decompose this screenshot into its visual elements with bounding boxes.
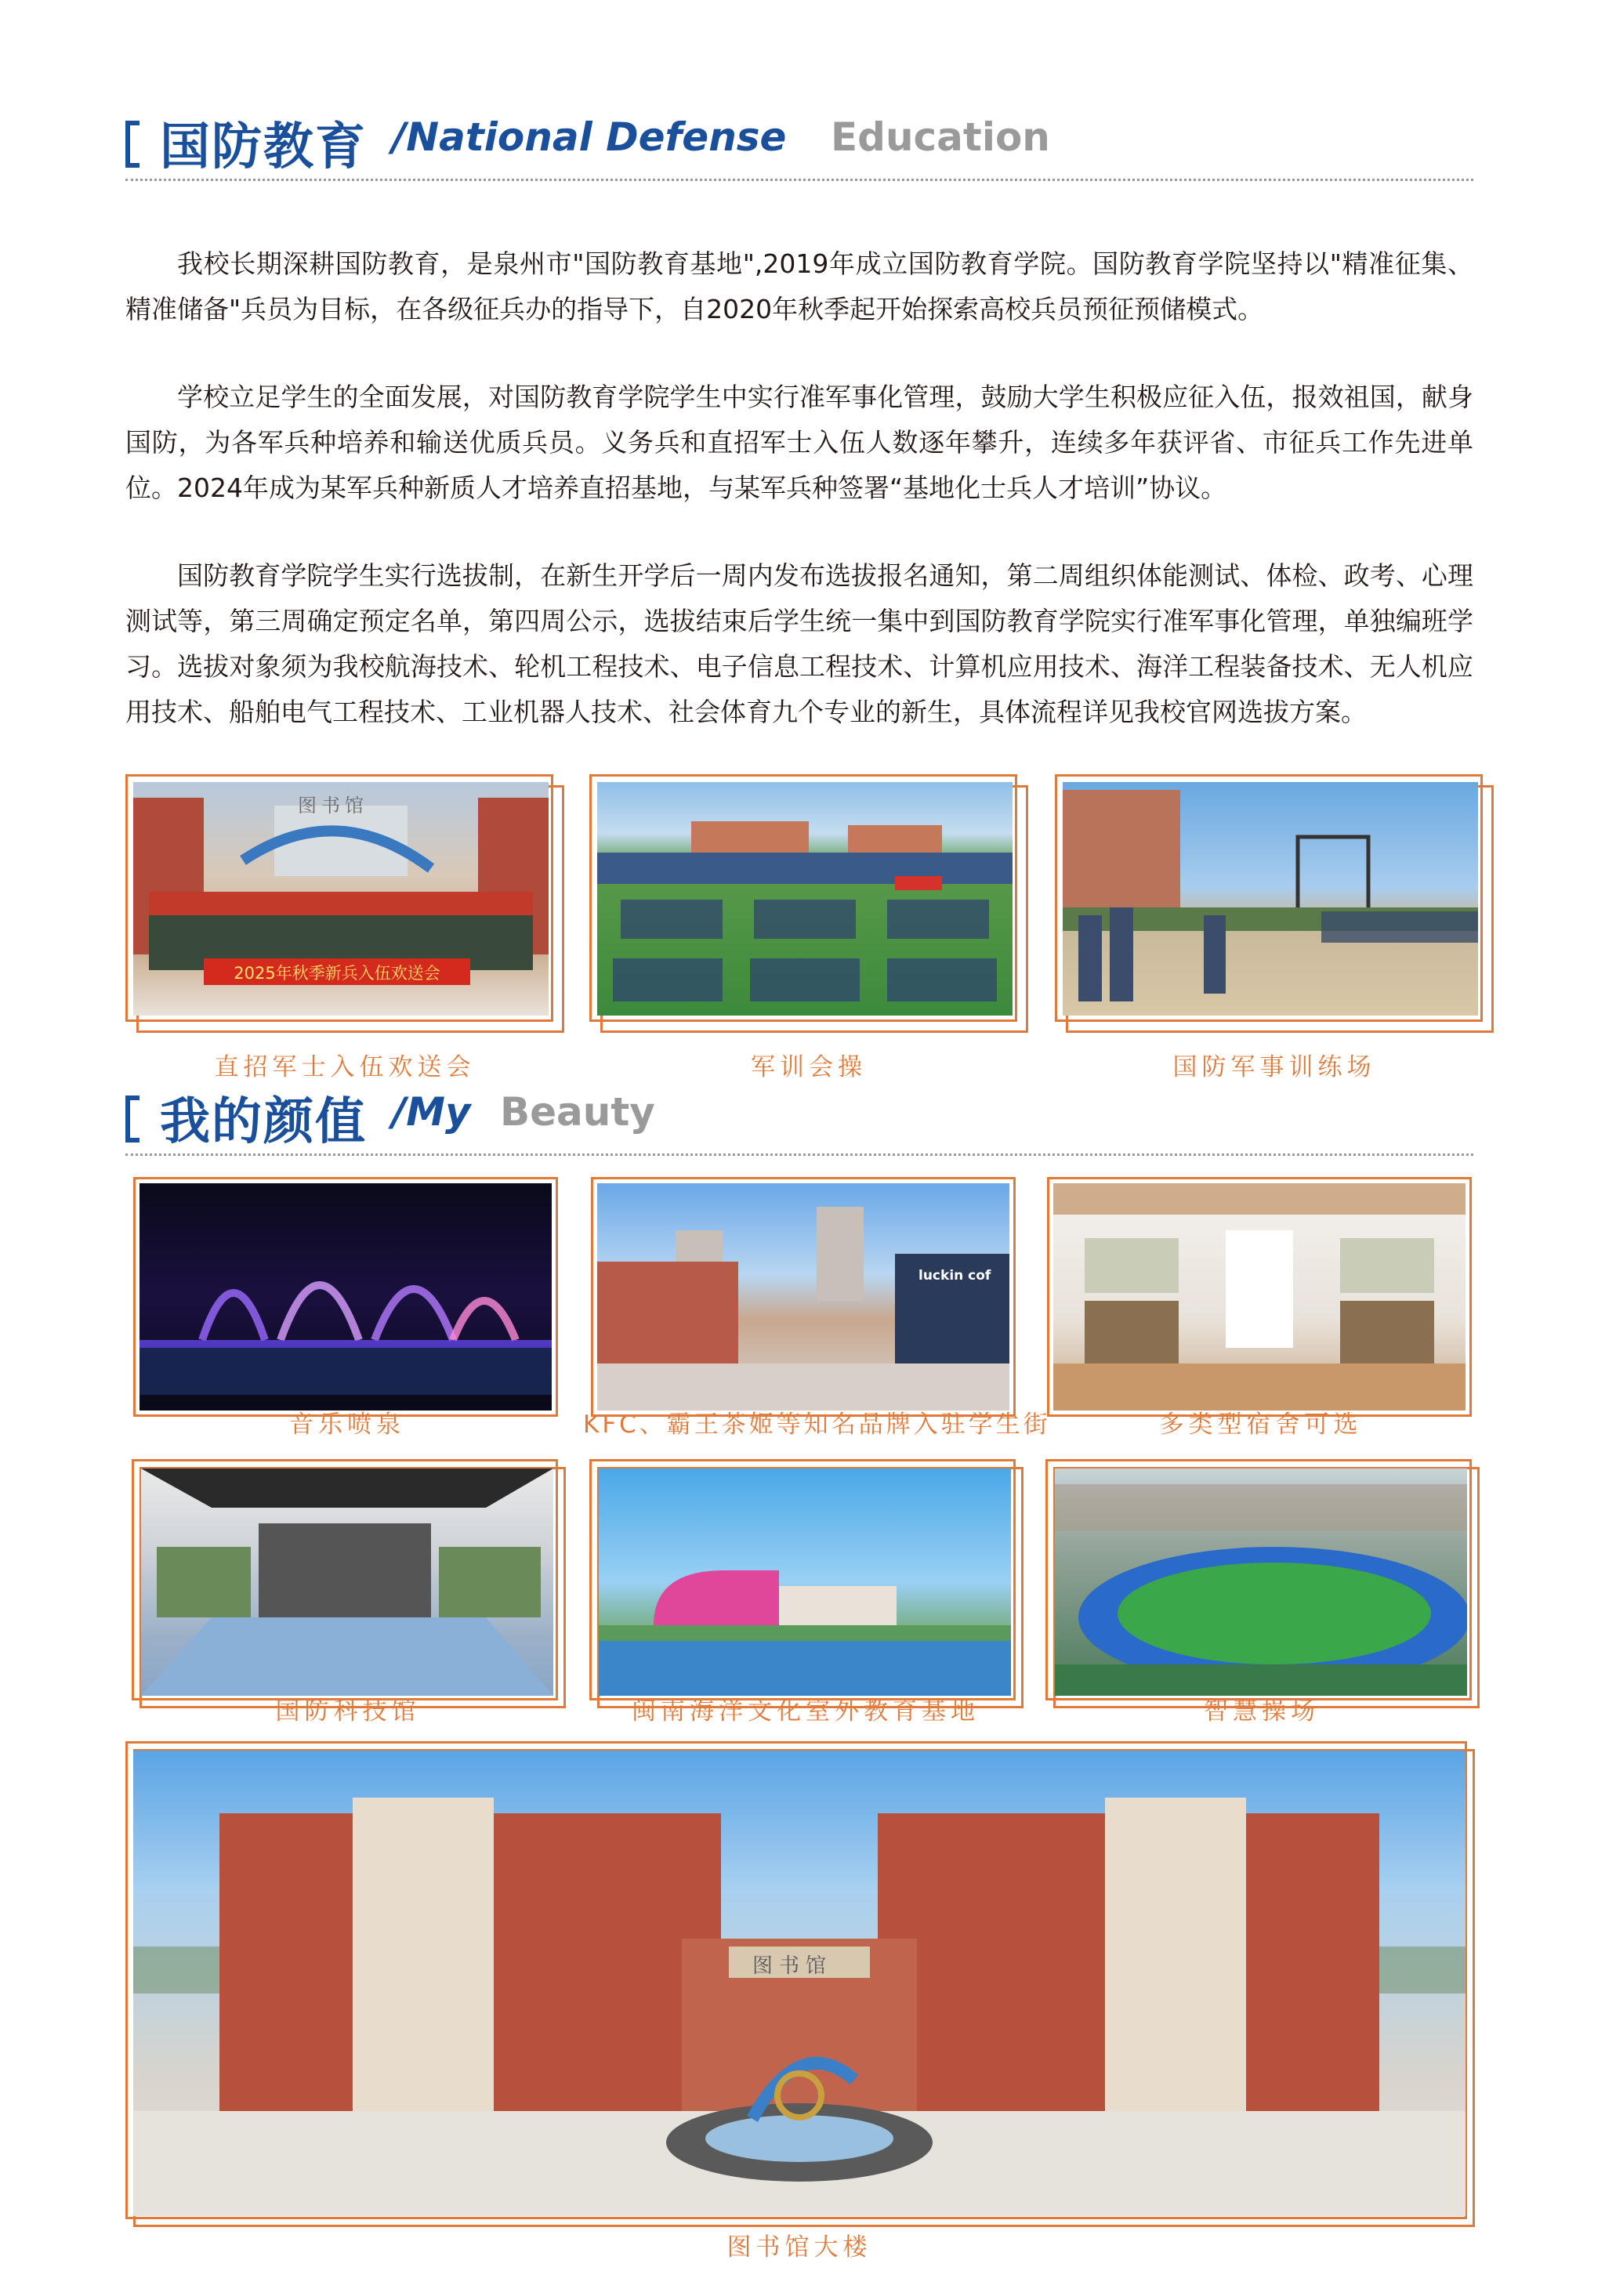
divider xyxy=(125,179,1473,181)
section-title-en-grey: Beauty xyxy=(500,1089,655,1135)
photo-military-drill xyxy=(589,774,1027,1033)
photo-image xyxy=(141,1468,553,1696)
section-title-en: /National Defense xyxy=(392,114,787,160)
divider xyxy=(125,1153,1473,1156)
section-header-my-beauty xyxy=(125,1085,1473,1155)
photo-training-ground xyxy=(1055,774,1492,1033)
caption-museum: 国防科技馆 xyxy=(275,1697,421,1726)
shop-sign: luckin cof xyxy=(918,1268,991,1284)
caption-ocean: 闽南海洋文化室外教育基地 xyxy=(632,1697,980,1726)
caption-field: 智慧操场 xyxy=(1204,1697,1320,1726)
bracket-icon xyxy=(125,121,139,168)
caption-training: 国防军事训练场 xyxy=(1172,1053,1376,1081)
photo-image xyxy=(597,1183,1009,1411)
section-title-cn: 国防教育 xyxy=(160,118,367,176)
photo-smart-field xyxy=(1045,1459,1478,1707)
photo-dormitory xyxy=(1047,1177,1475,1420)
photo-image xyxy=(1055,1468,1467,1696)
photo-image xyxy=(139,1183,552,1411)
caption-street: KFC、霸王茶姬等知名品牌入驻学生街 xyxy=(583,1411,1051,1439)
building-sign: 图书馆 xyxy=(298,795,368,817)
photo-farewell-ceremony xyxy=(125,774,563,1033)
photo-library-building xyxy=(125,1741,1475,2227)
photo-image xyxy=(1053,1183,1466,1411)
caption-farewell: 直招军士入伍欢送会 xyxy=(214,1053,476,1081)
paragraph-2: 学校立足学生的全面发展，对国防教育学院学生中实行准军事化管理，鼓励大学生积极应征入伍，报效祖国，献身国防，为各军兵种培养和输送优质兵员。义务兵和直招军士入伍人数逐年攀升，连续多年获评省、市征兵工作先进单位。2024年成为某军兵种新质人才培养直招基地，与某军兵种签署“基地化士兵人才培训”协议。 xyxy=(125,382,1473,503)
caption-library: 图书馆大楼 xyxy=(726,2233,872,2262)
building-sign: 图书馆 xyxy=(752,1954,833,1978)
photo-student-street xyxy=(591,1177,1019,1420)
caption-drill: 军训会操 xyxy=(751,1053,867,1081)
section-title-en: /My xyxy=(392,1089,471,1135)
caption-dorm: 多类型宿舍可选 xyxy=(1159,1411,1363,1439)
banner-text: 2025年秋季新兵入伍欢送会 xyxy=(234,964,440,983)
bracket-icon xyxy=(125,1095,139,1143)
section-title-en-grey: Education xyxy=(831,114,1050,160)
photo-image xyxy=(133,782,549,1016)
section-title-cn: 我的颜值 xyxy=(160,1093,367,1151)
section-header-national-defense xyxy=(125,110,1473,180)
photo-ocean-culture-base xyxy=(589,1459,1022,1707)
photo-image xyxy=(599,1468,1011,1696)
photo-image xyxy=(133,1751,1466,2216)
caption-fountain: 音乐喷泉 xyxy=(289,1411,405,1439)
paragraph-1: 我校长期深耕国防教育，是泉州市"国防教育基地",2019年成立国防教育学院。国防教育学院坚持以"精准征集、精准储备"兵员为目标，在各级征兵办的指导下，自2020年秋季起开始探索高校兵员预征预储模式。 xyxy=(125,248,1473,324)
photo-defense-museum xyxy=(132,1459,564,1707)
photo-music-fountain xyxy=(133,1177,561,1420)
paragraph-3: 国防教育学院学生实行选拔制，在新生开学后一周内发布选拔报名通知，第二周组织体能测试、体检、政考、心理测试等，第三周确定预定名单，第四周公示，选拔结束后学生统一集中到国防教育学院实行准军事化管理，单独编班学习。选拔对象须为我校航海技术、轮机工程技术、电子信息工程技术、计算机应用技术、海洋工程装备技术、无人机应用技术、船舶电气工程技术、工业机器人技术、社会体育九个专业的新生，具体流程详见我校官网选拔方案。 xyxy=(125,560,1473,727)
photo-image xyxy=(1063,782,1478,1016)
photo-image xyxy=(597,782,1013,1016)
